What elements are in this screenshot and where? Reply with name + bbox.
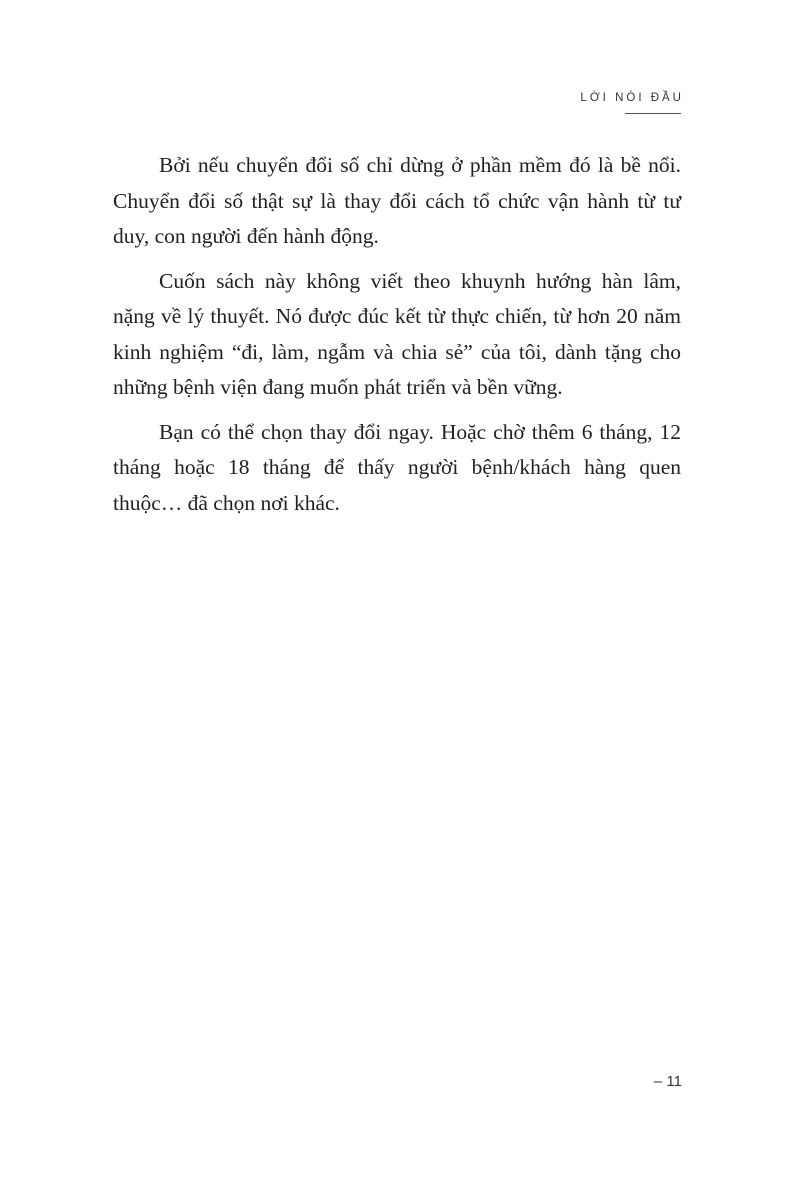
header-rule bbox=[625, 113, 681, 114]
paragraph: Cuốn sách này không viết theo khuynh hướng hàn lâm, nặng về lý thuyết. Nó được đúc kết từ thực chiến, từ hơn 20 năm kinh nghiệm “đi, làm, ngẫm và chia sẻ” của tôi, dành tặng cho những bệnh viện đang muốn phát triển và bền vững. bbox=[113, 268, 681, 399]
running-header bbox=[580, 92, 684, 114]
paragraph: Bạn có thể chọn thay đổi ngay. Hoặc chờ thêm 6 tháng, 12 tháng hoặc 18 tháng để thấy người bệnh/khách hàng quen thuộc… đã chọn nơi khác. bbox=[113, 419, 681, 515]
body-text bbox=[113, 148, 681, 530]
page-number: – 11 bbox=[653, 1073, 682, 1090]
chapter-title: LỜI NÓI ĐẦU bbox=[580, 92, 684, 104]
paragraph: Bởi nếu chuyển đổi số chỉ dừng ở phần mềm đó là bề nổi. Chuyển đổi số thật sự là thay đổi cách tổ chức vận hành từ tư duy, con người đến hành động. bbox=[113, 153, 681, 248]
